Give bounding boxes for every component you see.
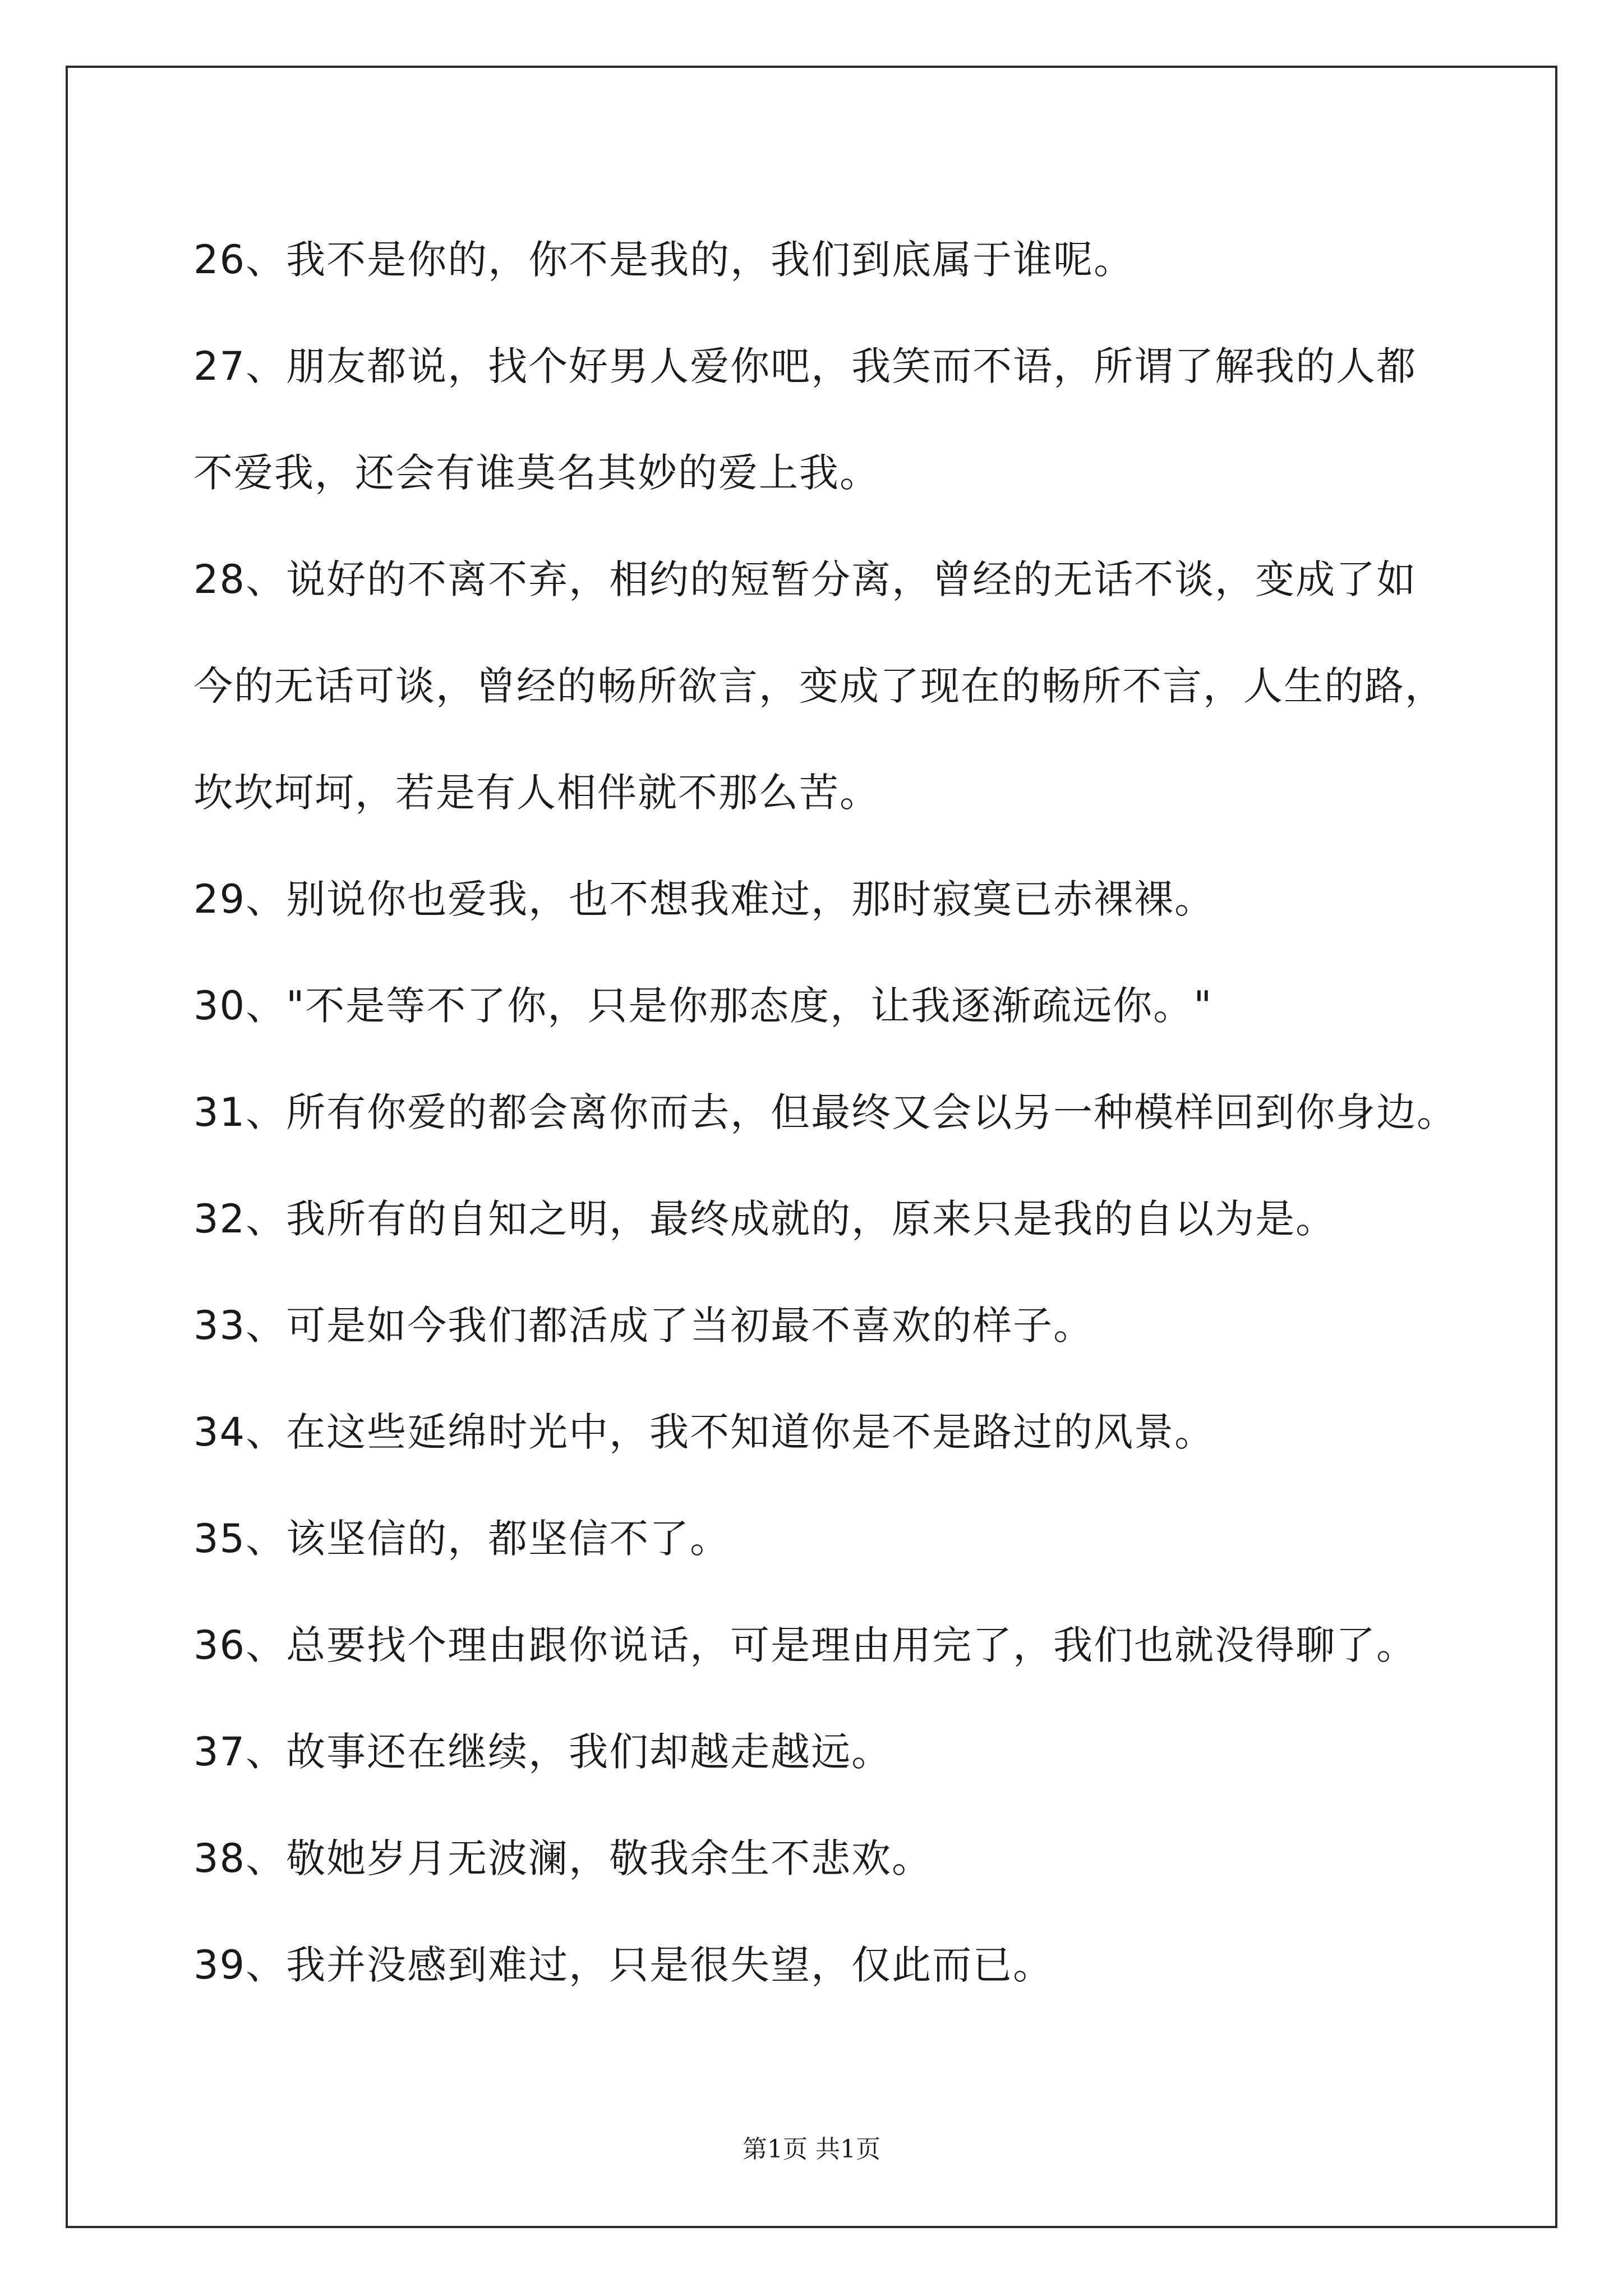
page-footer: 第1页 共1页 — [743, 2135, 880, 2164]
text-line-33: 33、可是如今我们都活成了当初最不喜欢的样子。 — [193, 1303, 1094, 1349]
text-line-28c: 坎坎坷坷，若是有人相伴就不那么苦。 — [193, 770, 880, 816]
document-body — [193, 206, 1467, 2018]
text-line-38: 38、敬她岁月无波澜，敬我余生不悲欢。 — [193, 1835, 933, 1881]
text-line-35: 35、该坚信的，都坚信不了。 — [193, 1516, 731, 1562]
text-line-29: 29、别说你也爱我，也不想我难过，那时寂寞已赤裸裸。 — [193, 876, 1215, 922]
text-line-30: 30、"不是等不了你，只是你那态度，让我逐渐疏远你。" — [193, 983, 1213, 1029]
text-line-27a: 27、朋友都说，找个好男人爱你吧，我笑而不语，所谓了解我的人都 — [193, 343, 1417, 389]
text-line-39: 39、我并没感到难过，只是很失望，仅此而已。 — [193, 1942, 1054, 1988]
text-line-28b: 今的无话可谈，曾经的畅所欲言，变成了现在的畅所不言，人生的路， — [193, 663, 1445, 709]
text-line-37: 37、故事还在继续，我们却越走越远。 — [193, 1729, 892, 1775]
text-line-31: 31、所有你爱的都会离你而去，但最终又会以另一种模样回到你身边。 — [193, 1089, 1458, 1135]
text-line-32: 32、我所有的自知之明，最终成就的，原来只是我的自以为是。 — [193, 1196, 1336, 1242]
text-line-27b: 不爱我，还会有谁莫名其妙的爱上我。 — [193, 450, 880, 496]
text-line-28a: 28、说好的不离不弃，相约的短暂分离，曾经的无话不谈，变成了如 — [193, 556, 1417, 602]
text-line-36: 36、总要找个理由跟你说话，可是理由用完了，我们也就没得聊了。 — [193, 1622, 1417, 1668]
text-line-26: 26、我不是你的，你不是我的，我们到底属于谁呢。 — [193, 237, 1135, 283]
text-line-34: 34、在这些延绵时光中，我不知道你是不是路过的风景。 — [193, 1409, 1215, 1455]
